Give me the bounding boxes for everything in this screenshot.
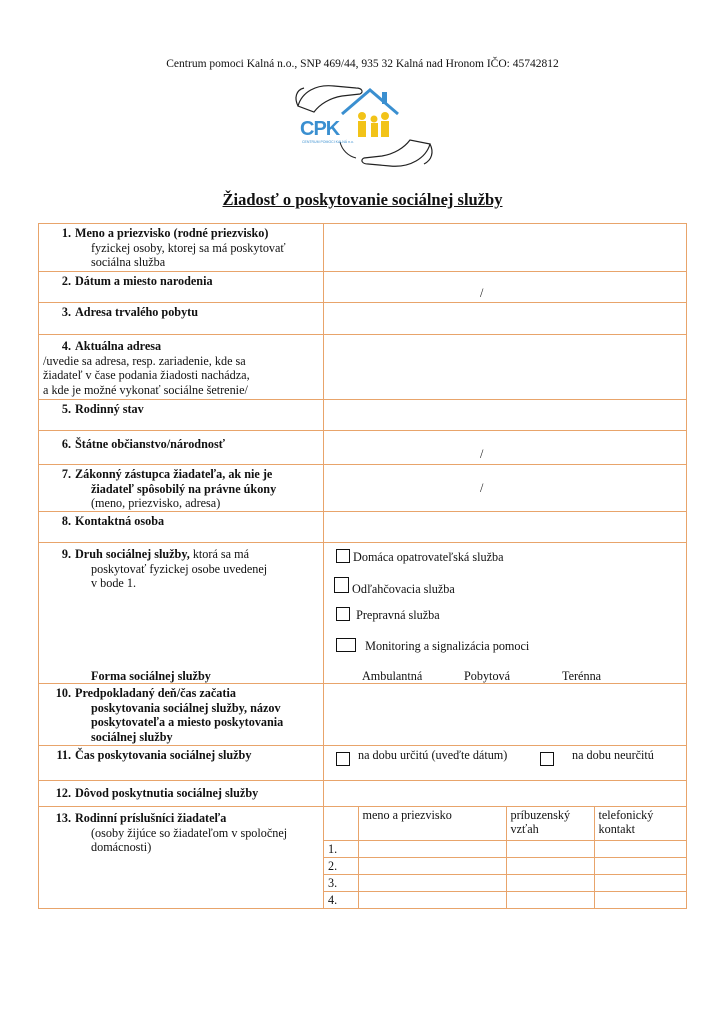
row-label-line: žiadateľ spôsobilý na právne úkony bbox=[91, 481, 277, 496]
row-label-line: domácnosti) bbox=[91, 840, 152, 854]
phone-field[interactable] bbox=[594, 857, 686, 874]
service-form-label: Forma sociálnej služby bbox=[91, 669, 211, 683]
row-label: Druh sociálnej služby, bbox=[75, 547, 190, 561]
current-address-cell[interactable] bbox=[324, 335, 687, 400]
form-row-10 bbox=[39, 684, 687, 746]
row-label-line: poskytovania sociálnej služby, názov bbox=[91, 700, 281, 715]
form-row-11 bbox=[39, 746, 687, 781]
form-row-2 bbox=[39, 272, 687, 303]
row-number: 10. bbox=[55, 686, 71, 700]
row-number: 8. bbox=[61, 514, 71, 528]
separator-slash: / bbox=[480, 447, 484, 461]
form-row-6 bbox=[39, 431, 687, 465]
row-label: Dôvod poskytnutia sociálnej služby bbox=[75, 786, 259, 800]
row-label: Meno a priezvisko (rodné priezvisko) bbox=[75, 226, 269, 240]
form-row-8 bbox=[39, 512, 687, 543]
option-monitoring-label: Monitoring a signalizácia pomoci bbox=[365, 639, 530, 653]
row-label: Aktuálna adresa bbox=[75, 339, 162, 353]
row-label: Štátne občianstvo/národnosť bbox=[75, 437, 226, 451]
row-label-rest: ktorá sa má bbox=[189, 547, 250, 561]
name-field[interactable] bbox=[358, 874, 506, 891]
checkbox-indefinite[interactable] bbox=[540, 752, 554, 766]
row-label-line: fyzickej osoby, ktorej sa má poskytovať bbox=[91, 240, 286, 255]
family-members-table bbox=[324, 807, 686, 908]
name-input-cell[interactable] bbox=[324, 224, 687, 272]
marital-status-cell[interactable] bbox=[324, 400, 687, 431]
checkbox-home-care[interactable] bbox=[336, 549, 350, 563]
row-label-line: v bode 1. bbox=[91, 576, 137, 590]
row-label-line: (meno, priezvisko, adresa) bbox=[91, 496, 221, 510]
row-number: 4. bbox=[61, 339, 71, 353]
row-index: 4. bbox=[324, 891, 358, 908]
row-index: 2. bbox=[324, 857, 358, 874]
separator-slash: / bbox=[480, 481, 484, 495]
family-table-header bbox=[324, 807, 686, 840]
row-number: 6. bbox=[61, 437, 71, 451]
row-number: 5. bbox=[61, 402, 71, 416]
row-label-line: poskytovať fyzickej osobe uvedenej bbox=[91, 561, 268, 576]
checkbox-respite-care[interactable] bbox=[334, 577, 349, 593]
row-number: 2. bbox=[61, 274, 71, 288]
birth-date-place-cell[interactable] bbox=[324, 272, 687, 303]
form-row-13 bbox=[39, 807, 687, 909]
form-row-9 bbox=[39, 543, 687, 684]
label-cell bbox=[39, 224, 324, 272]
service-start-cell[interactable] bbox=[324, 684, 687, 746]
service-type-cell bbox=[324, 543, 687, 684]
cpk-logo bbox=[290, 76, 440, 176]
option-transport-label: Prepravná služba bbox=[356, 608, 440, 622]
relationship-field[interactable] bbox=[506, 874, 594, 891]
row-label: Adresa trvalého pobytu bbox=[75, 305, 199, 319]
row-number: 7. bbox=[61, 467, 71, 481]
row-number: 3. bbox=[61, 305, 71, 319]
phone-field[interactable] bbox=[594, 874, 686, 891]
option-indefinite-label: na dobu neurčitú bbox=[572, 748, 654, 762]
form-row-4 bbox=[39, 335, 687, 400]
row-index: 3. bbox=[324, 874, 358, 891]
row-label-line: sociálna služba bbox=[91, 255, 166, 269]
form-row-3 bbox=[39, 303, 687, 335]
family-members-cell bbox=[324, 807, 687, 909]
form-field[interactable]: Terénna bbox=[562, 669, 602, 683]
name-field[interactable] bbox=[358, 891, 506, 908]
row-label: Čas poskytovania sociálnej služby bbox=[75, 748, 252, 762]
form-row-1 bbox=[39, 224, 687, 272]
checkbox-fixed-term[interactable] bbox=[336, 752, 350, 766]
row-label-line: poskytovateľa a miesto poskytovania bbox=[91, 715, 284, 729]
form-residential[interactable]: Pobytová bbox=[464, 669, 511, 683]
row-label: Rodinný stav bbox=[75, 402, 144, 416]
row-number: 13. bbox=[55, 811, 71, 825]
option-fixed-term-label: na dobu určitú (uveďte dátum) bbox=[358, 748, 508, 762]
page-title: Žiadosť o poskytovanie sociálnej služby bbox=[222, 190, 503, 209]
phone-field[interactable] bbox=[594, 891, 686, 908]
citizenship-cell[interactable] bbox=[324, 431, 687, 465]
header-phone: telefonický kontakt bbox=[594, 807, 686, 840]
row-label-line: (osoby žijúce so žiadateľom v spoločnej bbox=[91, 825, 288, 840]
logo-text: CPK bbox=[300, 118, 340, 140]
form-row-7 bbox=[39, 465, 687, 512]
relationship-field[interactable] bbox=[506, 857, 594, 874]
table-row bbox=[324, 840, 686, 857]
row-label: Rodinní príslušníci žiadateľa bbox=[75, 811, 227, 825]
form-row-5 bbox=[39, 400, 687, 431]
service-duration-cell bbox=[324, 746, 687, 781]
phone-field[interactable] bbox=[594, 840, 686, 857]
relationship-field[interactable] bbox=[506, 840, 594, 857]
organization-header: Centrum pomoci Kalná n.o., SNP 469/44, 935 32 Kalná nad Hronom IČO: 45742812 bbox=[166, 58, 559, 70]
row-number: 12. bbox=[55, 786, 71, 800]
separator-slash: / bbox=[480, 286, 484, 300]
header-relationship: príbuzenský vzťah bbox=[506, 807, 594, 840]
checkbox-monitoring[interactable] bbox=[336, 638, 356, 652]
row-number: 9. bbox=[61, 547, 71, 561]
option-home-care-label: Domáca opatrovateľská služba bbox=[353, 550, 504, 564]
row-index: 1. bbox=[324, 840, 358, 857]
contact-person-cell[interactable] bbox=[324, 512, 687, 543]
checkbox-transport[interactable] bbox=[336, 607, 350, 621]
application-form-table bbox=[38, 223, 687, 909]
row-label-line: /uvedie sa adresa, resp. zariadenie, kde sa bbox=[43, 353, 246, 368]
row-number: 1. bbox=[61, 226, 71, 240]
table-row bbox=[324, 857, 686, 874]
name-field[interactable] bbox=[358, 857, 506, 874]
logo-subtext: CENTRUM POMOCI KALNÁ n.o. bbox=[302, 140, 354, 144]
permanent-address-cell[interactable] bbox=[324, 303, 687, 335]
row-label: Predpokladaný deň/čas začatia bbox=[75, 686, 236, 700]
table-row bbox=[324, 874, 686, 891]
row-label-line: a kde je možné vykonať sociálne šetrenie/ bbox=[43, 382, 248, 397]
relationship-field[interactable] bbox=[506, 891, 594, 908]
legal-representative-cell[interactable] bbox=[324, 465, 687, 512]
form-ambulatory[interactable]: Ambulantná bbox=[362, 669, 423, 683]
row-label: Zákonný zástupca žiadateľa, ak nie je bbox=[75, 467, 273, 481]
table-row bbox=[324, 891, 686, 908]
row-label-line: sociálnej služby bbox=[91, 729, 173, 744]
row-label: Kontaktná osoba bbox=[75, 514, 165, 528]
name-field[interactable] bbox=[358, 840, 506, 857]
form-row-12 bbox=[39, 781, 687, 807]
row-number: 11. bbox=[56, 748, 71, 762]
header-name: meno a priezvisko bbox=[358, 807, 506, 840]
service-reason-cell[interactable] bbox=[324, 781, 687, 807]
option-respite-care-label: Odľahčovacia služba bbox=[352, 582, 455, 596]
row-label: Dátum a miesto narodenia bbox=[75, 274, 213, 288]
row-label-line: žiadateľ v čase podania žiadosti nachádza, bbox=[43, 368, 250, 382]
